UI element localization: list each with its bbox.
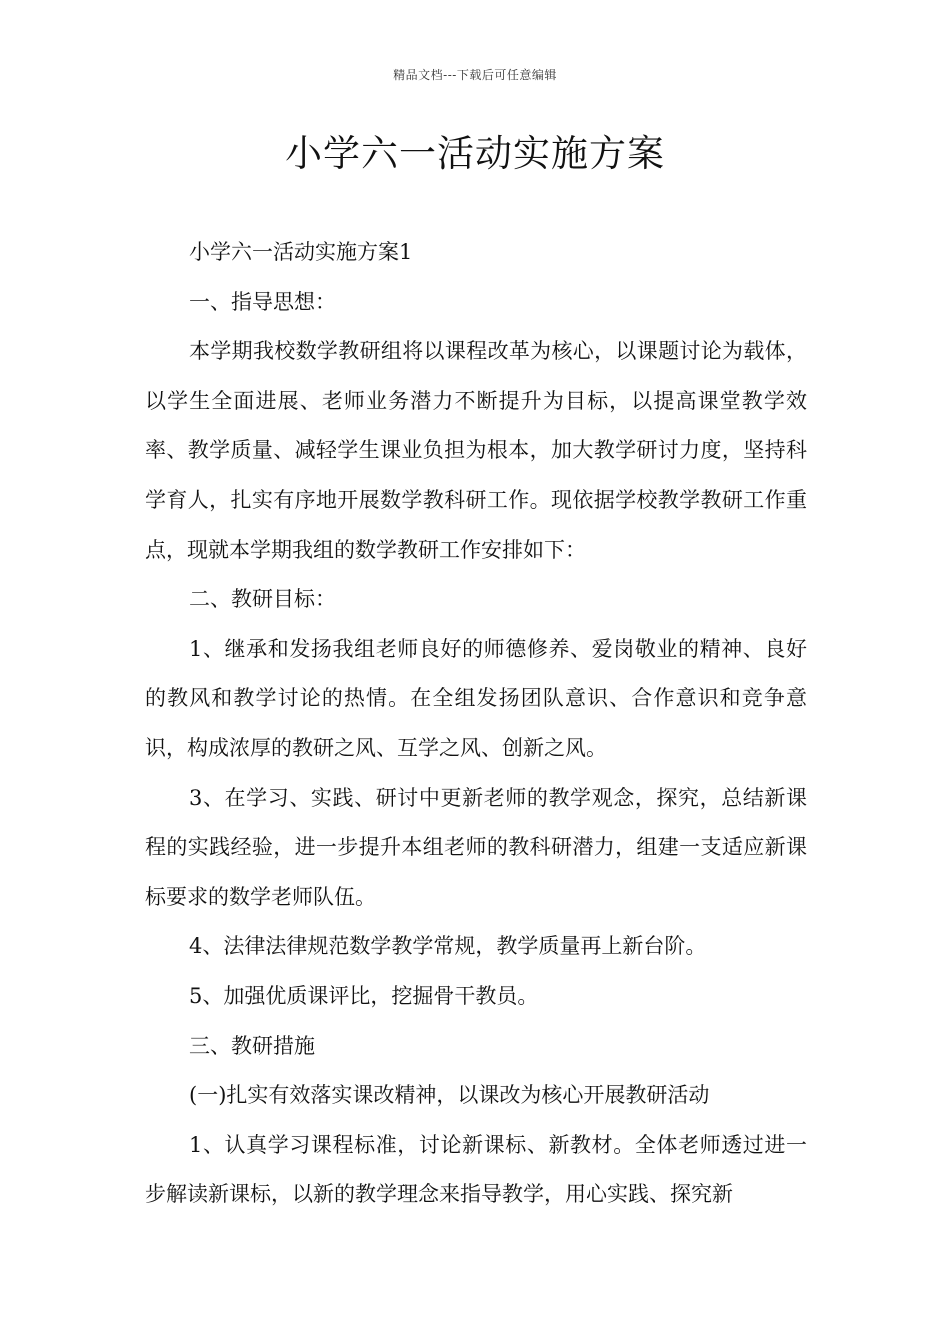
body-paragraph: 1、认真学习课程标准，讨论新课标、新教材。全体老师透过进一步解读新课标，以新的教学理念来指导教学，用心实践、探究新 [145, 1132, 807, 1207]
body-paragraph: 4、法律法律规范数学教学常规，教学质量再上新台阶。 [189, 934, 707, 959]
section-heading: 二、教研目标： [189, 587, 336, 612]
section-heading: 三、教研措施 [189, 1033, 315, 1058]
body-paragraph: 本学期我校数学教研组将以课程改革为核心，以课题讨论为载体，以学生全面进展、老师业务潜力不断提升为目标，以提高课堂教学效率、教学质量、减轻学生课业负担为根本，加大教学研讨力度，坚持科学育人，扎实有序地开展数学教科研工作。现依据学校教学教研工作重点，现就本学期我组的数学教研工作安排如下： [145, 339, 807, 562]
document-body [145, 228, 807, 1220]
section-heading: 小学六一活动实施方案1 [189, 240, 413, 264]
subsection-heading: (一)扎实有效落实课改精神，以课改为核心开展教研活动 [189, 1083, 710, 1108]
section-heading: 一、指导思想： [189, 289, 336, 314]
document-title: 小学六一活动实施方案 [285, 132, 665, 175]
body-paragraph: 3、在学习、实践、研讨中更新老师的教学观念，探究，总结新课程的实践经验，进一步提升本组老师的教科研潜力，组建一支适应新课标要求的数学老师队伍。 [145, 785, 807, 909]
body-paragraph: 5、加强优质课评比，挖掘骨干教员。 [189, 983, 539, 1008]
header-note: 精品文档---下载后可任意编辑 [393, 68, 557, 82]
body-paragraph: 1、继承和发扬我组老师良好的师德修养、爱岗敬业的精神、良好的教风和教学讨论的热情。在全组发扬团队意识、合作意识和竞争意识，构成浓厚的教研之风、互学之风、创新之风。 [145, 636, 807, 760]
